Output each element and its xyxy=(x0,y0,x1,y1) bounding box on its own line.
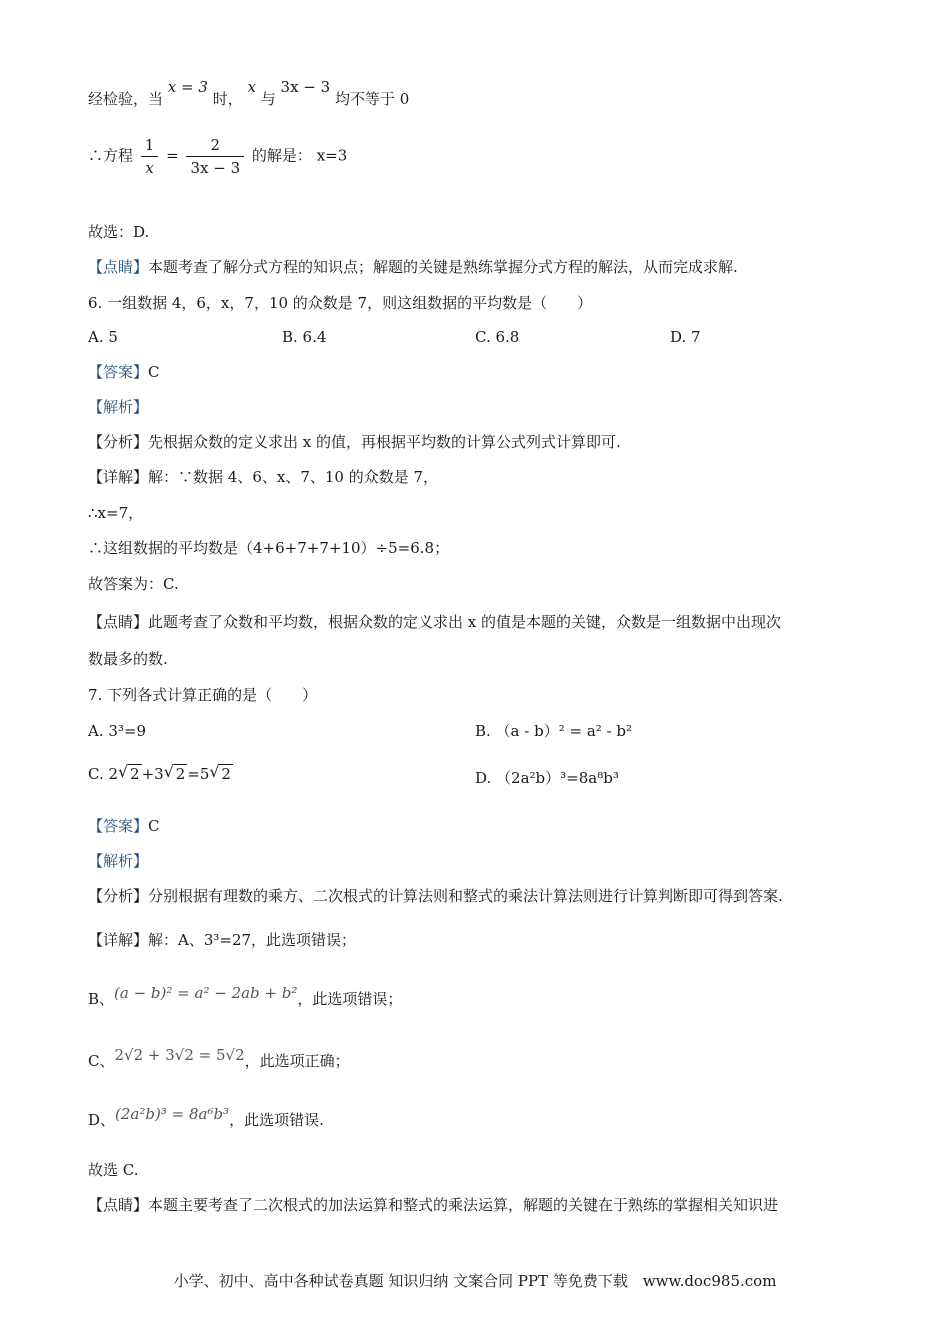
analysis-text: 先根据众数的定义求出 x 的值，再根据平均数的计算公式列式计算即可. xyxy=(148,433,621,451)
solution: x=3 xyxy=(316,146,348,165)
equation-line xyxy=(88,134,347,179)
radicand: 2 xyxy=(175,765,186,783)
detail-text: 解：A、3³=27，此选项错误； xyxy=(148,931,357,949)
math-expression: 2√2 + 3√2 = 5√2 xyxy=(114,1046,245,1064)
denominator: x xyxy=(141,156,159,179)
math-condition: x = 3 xyxy=(167,78,208,96)
q6-step: ∴这组数据的平均数是（4+6+7+7+10）÷5=6.8； xyxy=(88,539,450,557)
q6-answer xyxy=(88,361,160,383)
q6-remark-cont: 数最多的数. xyxy=(88,650,168,668)
remark-text: 本题考查了解分式方程的知识点；解题的关键是熟练掌握分式方程的解法，从而完成求解. xyxy=(148,258,738,276)
radicand: 2 xyxy=(221,765,231,783)
text-fragment: B、 xyxy=(88,990,115,1008)
question-7-stem: 7. 下列各式计算正确的是（ ） xyxy=(88,686,318,704)
detail-tag: 【详解】 xyxy=(88,468,149,486)
q7-option-a: A. 3³=9 xyxy=(88,722,147,740)
q6-option-c: C. 6.8 xyxy=(475,328,520,346)
text-fragment: C. 2 xyxy=(88,765,119,783)
q7-answer xyxy=(88,815,160,837)
q6-analysis-tag: 【解析】 xyxy=(88,398,149,416)
page-footer: 小学、初中、高中各种试卷真题 知识归纳 文案合同 PPT 等免费下载 www.doc985.com xyxy=(173,1272,777,1290)
remark-tag: 【点睛】 xyxy=(88,258,149,276)
text-line xyxy=(88,78,410,110)
text-fragment: C、 xyxy=(88,1052,115,1070)
q7-option-b: B. （a - b）² = a² - b² xyxy=(475,722,633,740)
detail-tag: 【详解】 xyxy=(88,931,149,949)
analysis-text: 分别根据有理数的乘方、二次根式的计算法则和整式的乘法计算法则进行计算判断即可得到答案. xyxy=(148,887,783,905)
math-expression: (a − b)² = a² − 2ab + b² xyxy=(114,984,298,1002)
q6-option-b: B. 6.4 xyxy=(282,328,327,346)
text-line: 故选：D. xyxy=(88,223,150,241)
q7-analysis xyxy=(88,885,783,907)
detail-text: 解：∵数据 4、6、x、7、10 的众数是 7， xyxy=(148,468,439,486)
q7-detail-a xyxy=(88,929,356,951)
analysis-tag: 【分析】 xyxy=(88,433,149,451)
answer-value: C xyxy=(148,363,160,381)
math-expression: (2a²b)³ = 8a⁶b³ xyxy=(115,1105,230,1123)
sqrt-symbol xyxy=(118,763,142,785)
answer-value: C xyxy=(148,817,160,835)
text-fragment: ，此选项错误. xyxy=(229,1111,324,1129)
numerator: 1 xyxy=(144,136,155,154)
q7-option-d: D. （2a²b）³=8a⁸b³ xyxy=(475,769,619,787)
answer-tag: 【答案】 xyxy=(88,363,149,381)
text-fragment: D、 xyxy=(88,1111,116,1129)
denominator: 3x − 3 xyxy=(186,156,244,179)
q6-remark xyxy=(88,611,781,633)
remark-tag: 【点睛】 xyxy=(88,613,149,631)
sqrt-symbol xyxy=(209,763,233,785)
text-fragment: =5 xyxy=(187,765,210,783)
q6-step: 故答案为：C. xyxy=(88,575,179,593)
remark-text: 此题考查了众数和平均数，根据众数的定义求出 x 的值是本题的关键，众数是一组数据中出现次 xyxy=(148,613,782,631)
q7-analysis-tag: 【解析】 xyxy=(88,852,149,870)
text-fragment: 经检验，当 xyxy=(88,90,164,108)
text-fragment: +3 xyxy=(141,765,164,783)
q7-remark xyxy=(88,1194,778,1216)
text-fragment: 时， xyxy=(212,90,243,108)
q6-analysis xyxy=(88,431,621,453)
text-fragment: 均不等于 0 xyxy=(334,90,410,108)
q7-step: 故选 C. xyxy=(88,1161,139,1179)
numerator: 2 xyxy=(210,136,221,154)
q7-detail-d xyxy=(88,1105,324,1131)
text-fragment: ，此选项正确； xyxy=(244,1052,350,1070)
text-fragment: ，此选项错误； xyxy=(297,990,403,1008)
q6-option-a: A. 5 xyxy=(88,328,118,346)
q6-step: ∴x=7， xyxy=(88,504,144,522)
equals-sign: = xyxy=(166,146,179,165)
fraction xyxy=(141,134,159,179)
question-6-stem: 6. 一组数据 4，6，x，7，10 的众数是 7，则这组数据的平均数是（ ） xyxy=(88,294,593,312)
radicand: 2 xyxy=(130,765,140,783)
remark-tag: 【点睛】 xyxy=(88,1196,149,1214)
sqrt-symbol xyxy=(164,763,188,785)
remark-line xyxy=(88,256,738,278)
q6-detail xyxy=(88,466,438,488)
fraction xyxy=(186,134,244,179)
q7-detail-b xyxy=(88,984,403,1010)
analysis-tag: 【分析】 xyxy=(88,887,149,905)
q6-option-d: D. 7 xyxy=(670,328,701,346)
answer-tag: 【答案】 xyxy=(88,817,149,835)
text-fragment: 与 xyxy=(260,90,276,108)
remark-text: 本题主要考查了二次根式的加法运算和整式的乘法运算，解题的关键在于熟练的掌握相关知识进 xyxy=(148,1196,779,1214)
text-fragment: ∴方程 xyxy=(88,146,134,165)
q7-option-c xyxy=(88,763,233,785)
text-fragment: 的解是： xyxy=(251,146,312,165)
math-variable: x xyxy=(247,78,256,96)
q7-detail-c xyxy=(88,1046,350,1072)
math-expression: 3x − 3 xyxy=(280,78,331,96)
